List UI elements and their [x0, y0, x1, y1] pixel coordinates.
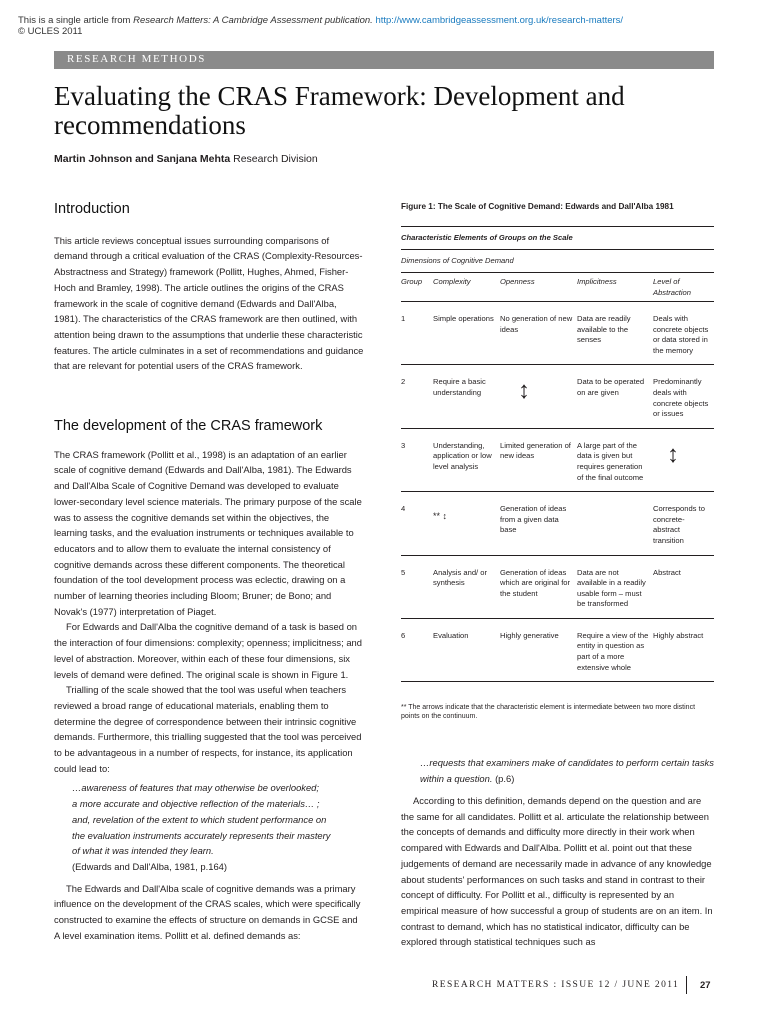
- table-cell: 4: [401, 492, 433, 555]
- footer-divider: [686, 976, 687, 994]
- intermediate-arrow-icon: ↕: [667, 440, 679, 468]
- table-row: [401, 428, 714, 491]
- table-cell: [653, 428, 714, 491]
- copyright-line: © UCLES 2011: [18, 26, 83, 37]
- table-row: [401, 555, 714, 618]
- intro-section: [54, 202, 364, 374]
- quote-line: the evaluation instruments accurately represents their mastery: [72, 829, 331, 841]
- notice-line-1: This is a single article from Research Matters: A Cambridge Assessment publication. http://www.cambridgeassessment.org.uk/research-matters/: [18, 15, 624, 26]
- table-cell: Require a basic understanding: [433, 365, 500, 428]
- quote-line: of what it was intended they learn.: [72, 845, 214, 857]
- definition-quote: …requests that examiners make of candidates to perform certain tasks within a question. (p.6): [420, 757, 714, 784]
- development-paragraph-2: For Edwards and Dall'Alba the cognitive demand of a task is based on the interaction of four dimensions: complexity; openness; implicitness; and level of abstraction. Moreover, within each of these four dimensions, six levels of demand were defined. The original scale is shown in Figure 1.: [54, 621, 362, 680]
- table-cell: Data to be operated on are given: [577, 365, 653, 428]
- table-cell: [433, 492, 500, 555]
- quote-line: and, revelation of the extent to which student performance on: [72, 813, 327, 825]
- intro-heading: Introduction: [54, 201, 130, 217]
- figure-note: ** The arrows indicate that the characteristic element is intermediate between two more distinct points on the continuum.: [401, 704, 696, 720]
- publication-link[interactable]: http://www.cambridgeassessment.org.uk/research-matters/: [375, 15, 624, 26]
- intermediate-arrow-icon: ** ↕: [433, 511, 448, 522]
- column-header: Level of Abstraction: [653, 273, 714, 302]
- development-heading: The development of the CRAS framework: [54, 418, 323, 434]
- table-row: [401, 618, 714, 681]
- column-header: Group: [401, 273, 433, 302]
- intermediate-arrow-icon: ↕: [518, 377, 530, 405]
- table-cell: Corresponds to concrete-abstract transition: [653, 492, 714, 555]
- column-header: Openness: [500, 273, 577, 302]
- table-cell: Highly generative: [500, 618, 577, 681]
- table-header-row: [401, 250, 714, 273]
- author-line: [54, 153, 318, 165]
- table-cell: 5: [401, 555, 433, 618]
- section-label: RESEARCH METHODS: [67, 53, 206, 65]
- table-cell: Require a view of the entity in question as part of a more extensive whole: [577, 618, 653, 681]
- author-affiliation: Research Division: [230, 153, 318, 165]
- table-cell: Analysis and/ or synthesis: [433, 555, 500, 618]
- table-header-dimensions: Dimensions of Cognitive Demand: [401, 250, 714, 273]
- development-paragraph-4: The Edwards and Dall'Alba scale of cognitive demands was a primary influence on the development of the CRAS scales, which were specifically constructed to examine the effects of structure on demands in GCSE and A level examination items. Pollitt et al. defined demands as:: [54, 882, 361, 941]
- development-paragraph-1: The CRAS framework (Pollitt et al., 1998) is an adaptation of an earlier scale of cognitive demand (Edwards and Dall'Alba, 1981). The Edwards and Dall'Alba Scale of Cognitive Demand was developed to evaluate lower-secondary level science materials. The primary purpose of the scale was to assess the cognitive demands set within the objectives, the learning tasks, and the evaluation instruments or techniques available to educators and to allow them to evaluate the internal consistency of cognitive demands across these different components. The theoretical foundation of the tool development process was eclectic, drawing on a number of learning theories including Bloom; Bruner; de Bono; and Novak's (1977) interpretation of Piaget.: [54, 448, 362, 617]
- table-cell: [500, 365, 577, 428]
- development-section: [54, 419, 364, 944]
- quote-reference: (p.6): [495, 772, 515, 784]
- table-cell: 2: [401, 365, 433, 428]
- right-column-paragraph: According to this definition, demands depend on the question and are the same for all candidates. Pollitt et al. articulate the relationship between the concepts of demands and difficulty more directly in their work when compared with Edwards and Dall'Alba. Pollitt et al. point out that these judgements of demand are necessarily made in advance of any knowledge about students' performances on such tasks and stand in contrast to their concept of difficulty. For Pollitt et al., difficulty is represented by an empirical measure of how successful a group of students are on an item. In contrast to demand, which has no statistical indicator, difficulty can be explored through statistical techniques such as: [401, 795, 713, 948]
- page-number: 27: [700, 980, 711, 991]
- table-header-characteristic: Characteristic Elements of Groups on the Scale: [401, 227, 714, 250]
- column-header: Implicitness: [577, 273, 653, 302]
- table-cell: Limited generation of new ideas: [500, 428, 577, 491]
- author-names: Martin Johnson and Sanjana Mehta: [54, 153, 231, 165]
- table-cell: Data are not available in a readily usable form – must be transformed: [577, 555, 653, 618]
- table-cell: 3: [401, 428, 433, 491]
- table-cell: Predominantly deals with concrete objects or issues: [653, 365, 714, 428]
- intro-paragraph: This article reviews conceptual issues surrounding comparisons of demand through a critical evaluation of the CRAS (Complexity-Resources-Abstractness and Strategy) framework (Pollitt, Hughes, Ahmed, Fisher-Hoch and Bramley, 1998). The article outlines the origins of the CRAS framework in the scale of cognitive demand (Edwards and Dall'Alba, 1981). The characteristics of the CRAS framework are then outlined, with attention being drawn to the assumptions that underlie these characteristic features. The article culminates in a set of recommendations and guidance that are relevant for potential users of the CRAS framework.: [54, 234, 364, 372]
- development-paragraph-3: Trialling of the scale showed that the tool was useful when teachers reviewed a broad range of educational materials, enabling them to determine the degree of correspondence between their intrinsic cognitive demands. Furthermore, this trialling suggested that the tool was perceived to be advantageous in a number of respects, for instance, its application could lead to:: [54, 684, 362, 774]
- section-bar: [54, 51, 714, 69]
- table-cell: Evaluation: [433, 618, 500, 681]
- table-cell: Generation of ideas which are original for the student: [500, 555, 577, 618]
- table-cell: Deals with concrete objects or data stored in the memory: [653, 302, 714, 365]
- quote-reference: (Edwards and Dall'Alba, 1981, p.164): [72, 860, 228, 872]
- table-row: [401, 492, 714, 555]
- article-title: Evaluating the CRAS Framework: Development and recommendations: [54, 81, 625, 140]
- table-cell: Abstract: [653, 555, 714, 618]
- table-row: [401, 302, 714, 365]
- table-cell: Understanding, application or low level analysis: [433, 428, 500, 491]
- source-notice: [18, 15, 623, 37]
- column-header: Complexity: [433, 273, 500, 302]
- table-cell: Highly abstract: [653, 618, 714, 681]
- table-cell: No generation of new ideas: [500, 302, 577, 365]
- quote-line: …awareness of features that may otherwise be overlooked;: [72, 782, 320, 794]
- table-cell: Data are readily available to the senses: [577, 302, 653, 365]
- table-cell: 1: [401, 302, 433, 365]
- figure-title: Figure 1: The Scale of Cognitive Demand: Edwards and Dall'Alba 1981: [401, 202, 674, 211]
- cognitive-demand-table: [401, 226, 714, 682]
- table-header-row: [401, 227, 714, 250]
- block-quote: [54, 780, 364, 874]
- table-cell: A large part of the data is given but requires generation of the final outcome: [577, 428, 653, 491]
- table-row: [401, 365, 714, 428]
- table-cell: 6: [401, 618, 433, 681]
- table-cell: Simple operations: [433, 302, 500, 365]
- quote-line: a more accurate and objective reflection of the materials… ;: [72, 798, 320, 810]
- table-cell: Generation of ideas from a given data base: [500, 492, 577, 555]
- footer-publication: RESEARCH MATTERS : ISSUE 12 / JUNE 2011: [432, 980, 680, 990]
- table-cell: [577, 492, 653, 555]
- table-column-headers: [401, 273, 714, 302]
